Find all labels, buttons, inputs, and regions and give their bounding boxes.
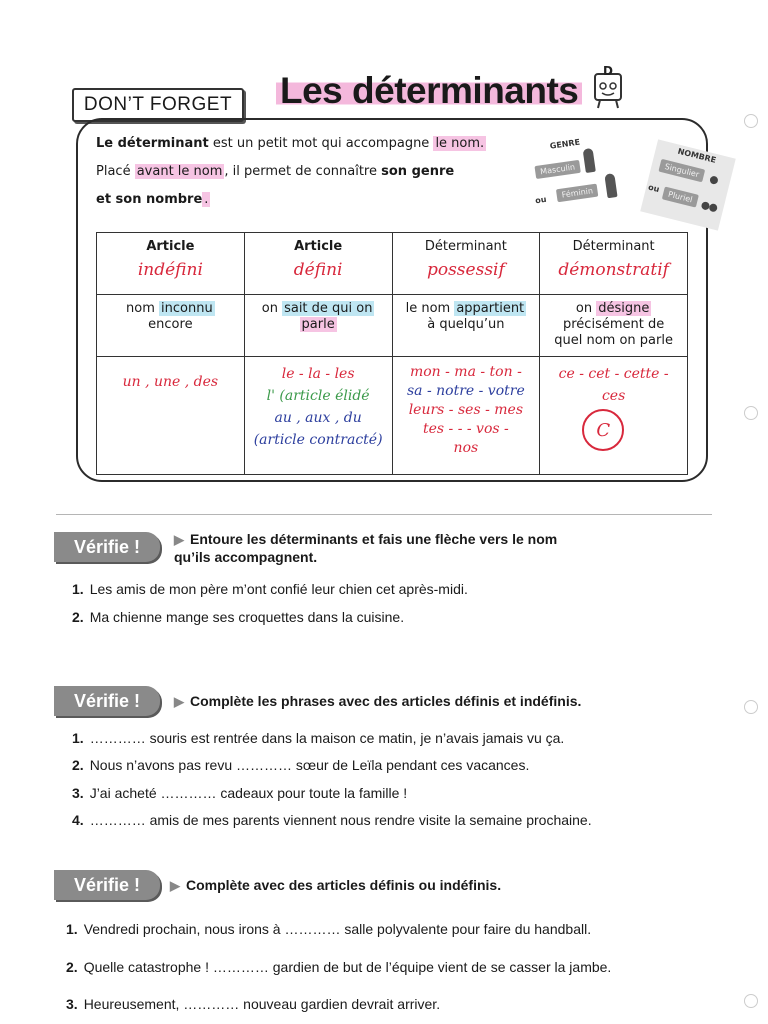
examples-possessif: mon - ma - ton - sa - notre - votre leurs - ses - mes tes - - - vos - nos <box>392 357 540 475</box>
desc-indefini: nom inconnu encore <box>97 295 245 357</box>
header-determinant-demonstratif: Déterminant démonstratif <box>540 233 688 295</box>
desc-possessif: le nom appartient à quelqu’un <box>392 295 540 357</box>
page-title: Les déterminants <box>276 70 582 112</box>
single-dot-icon <box>709 175 719 185</box>
verifie-badge-2: Vérifie ! <box>54 686 160 716</box>
svg-text:D: D <box>603 66 613 78</box>
exercise-2-item-3: 3. J’ai acheté ………… cadeaux pour toute la famille ! <box>72 785 408 801</box>
margin-mark <box>744 406 758 420</box>
header-article-indefini: Article indéfini <box>97 233 245 295</box>
exercise-1-instruction-2: qu’ils accompagnent. <box>174 549 318 565</box>
circled-letter: C <box>582 409 624 451</box>
exercise-1-item-2: 2. Ma chienne mange ses croquettes dans la cuisine. <box>72 609 405 625</box>
header-article-defini: Article défini <box>244 233 392 295</box>
dont-forget-label: DON’T FORGET <box>72 88 244 122</box>
exercise-2-item-1: 1. ………… souris est rentrée dans la maison ce matin, je n’avais jamais vu ça. <box>72 730 565 746</box>
exercise-2-instruction: ▶ Complète les phrases avec des articles définis et indéfinis. <box>174 693 582 709</box>
man-icon <box>583 148 596 173</box>
header-determinant-possessif: Déterminant possessif <box>392 233 540 295</box>
play-arrow-icon: ▶ <box>170 878 180 893</box>
intro-line-3: et son nombre . <box>96 192 209 207</box>
margin-mark <box>744 114 758 128</box>
intro-line-1: Le déterminant est un petit mot qui accompagne le nom. <box>96 136 485 151</box>
desc-demonstratif: on désigne précisément de quel nom on parle <box>540 295 688 357</box>
genre-illustration: GENRE Masculin ou Féminin <box>525 132 632 217</box>
nombre-illustration: NOMBRE Singulier ou Pluriel <box>640 139 736 230</box>
play-arrow-icon: ▶ <box>174 532 184 547</box>
determinants-table <box>96 232 688 475</box>
examples-indefini: un , une , des <box>97 357 245 475</box>
exercise-3-item-3: 3. Heureusement, ………… nouveau gardien devrait arriver. <box>66 996 441 1012</box>
examples-defini: le - la - les l' (article élidé au , aux , du (article contracté) <box>244 357 392 475</box>
exercise-1-item-1: 1. Les amis de mon père m’ont confié leur chien cet après-midi. <box>72 581 468 597</box>
section-divider <box>56 514 712 515</box>
woman-icon <box>604 173 617 198</box>
verifie-badge-3: Vérifie ! <box>54 870 160 900</box>
margin-mark <box>744 994 758 1008</box>
margin-mark <box>744 700 758 714</box>
mascot-icon <box>590 66 626 110</box>
exercise-1-instruction: ▶ Entoure les déterminants et fais une flèche vers le nom <box>174 531 558 547</box>
examples-demonstratif: ce - cet - cette - ces C <box>540 357 688 475</box>
exercise-3-instruction: ▶ Complète avec des articles définis ou indéfinis. <box>170 877 502 893</box>
play-arrow-icon: ▶ <box>174 694 184 709</box>
multiple-dots-icon <box>700 194 720 216</box>
exercise-2-item-4: 4. ………… amis de mes parents viennent nous rendre visite la semaine prochaine. <box>72 812 592 828</box>
desc-defini: on sait de qui on parle <box>244 295 392 357</box>
exercise-3-item-1: 1. Vendredi prochain, nous irons à ………… salle polyvalente pour faire du handball. <box>66 921 592 937</box>
exercise-3-item-2: 2. Quelle catastrophe ! ………… gardien de but de l’équipe vient de se casser la jambe. <box>66 959 612 975</box>
intro-line-2: Placé avant le nom , il permet de connaître son genre <box>96 164 455 179</box>
verifie-badge-1: Vérifie ! <box>54 532 160 562</box>
exercise-2-item-2: 2. Nous n’avons pas revu ………… sœur de Leïla pendant ces vacances. <box>72 757 530 773</box>
